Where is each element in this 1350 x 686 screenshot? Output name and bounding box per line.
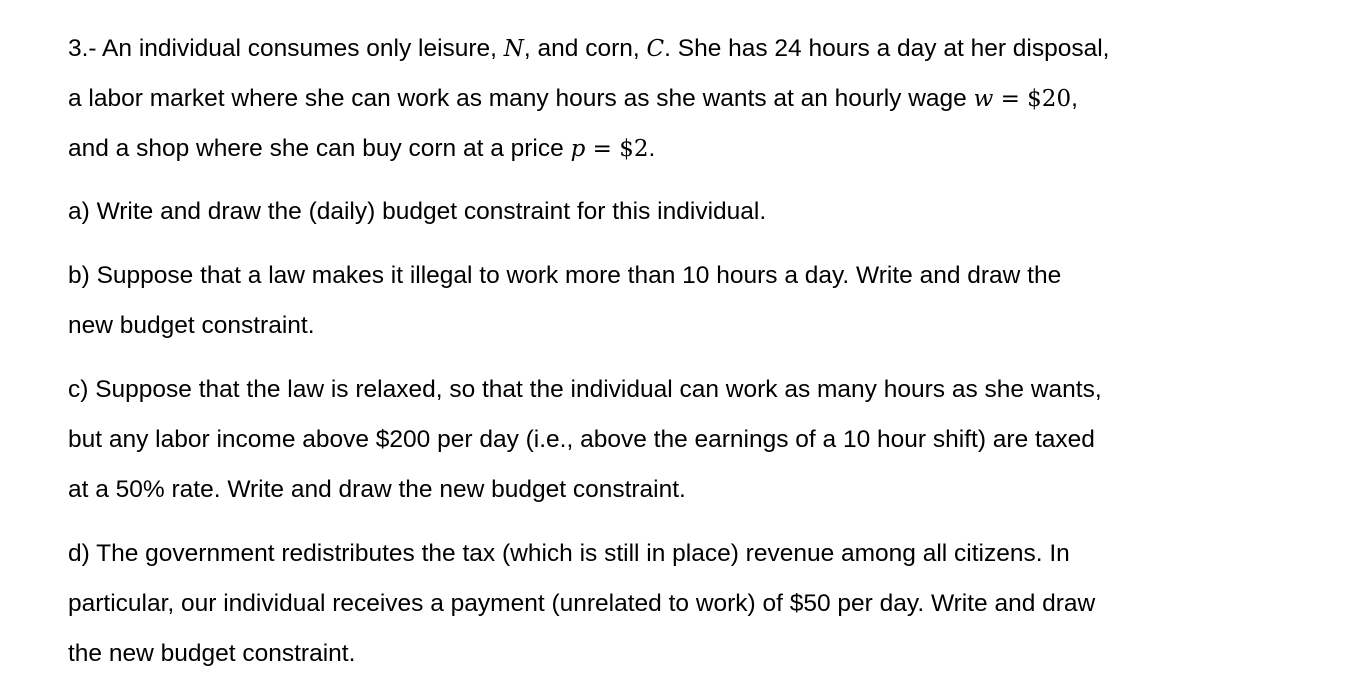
- part-d-line-3: the new budget constraint.: [68, 640, 356, 667]
- part-c-line-1: c) Suppose that the law is relaxed, so that the individual can work as many hours as she wants,: [68, 376, 1102, 403]
- variable-w: w: [973, 86, 994, 112]
- part-c-line-3: at a 50% rate. Write and draw the new budget constraint.: [68, 476, 686, 503]
- problem-document: [68, 24, 1308, 679]
- part-c: [68, 365, 1308, 515]
- part-b-line-1: b) Suppose that a law makes it illegal to work more than 10 hours a day. Write and draw the: [68, 262, 1062, 289]
- part-a: [68, 187, 1308, 237]
- intro-line-3: and a shop where she can buy corn at a price p = $2.: [68, 135, 656, 162]
- variable-n: N: [503, 36, 524, 62]
- intro-line-1: 3.- An individual consumes only leisure, N, and corn, C. She has 24 hours a day at her disposal,: [68, 35, 1110, 62]
- variable-p: p: [570, 136, 586, 162]
- intro-line-2: a labor market where she can work as many hours as she wants at an hourly wage w = $20,: [68, 85, 1078, 112]
- price-equation: p = $2: [570, 136, 649, 162]
- problem-intro: [68, 24, 1308, 174]
- part-c-line-2: but any labor income above $200 per day (i.e., above the earnings of a 10 hour shift) are taxed: [68, 426, 1095, 453]
- part-a-line-1: a) Write and draw the (daily) budget constraint for this individual.: [68, 198, 767, 225]
- part-b: [68, 251, 1308, 351]
- part-d-line-1: d) The government redistributes the tax (which is still in place) revenue among all citizens. In: [68, 540, 1070, 567]
- variable-c: C: [646, 36, 665, 62]
- part-d-line-2: particular, our individual receives a payment (unrelated to work) of $50 per day. Write and draw: [68, 590, 1096, 617]
- part-b-line-2: new budget constraint.: [68, 312, 315, 339]
- part-d: [68, 529, 1308, 679]
- wage-equation: w = $20: [973, 86, 1072, 112]
